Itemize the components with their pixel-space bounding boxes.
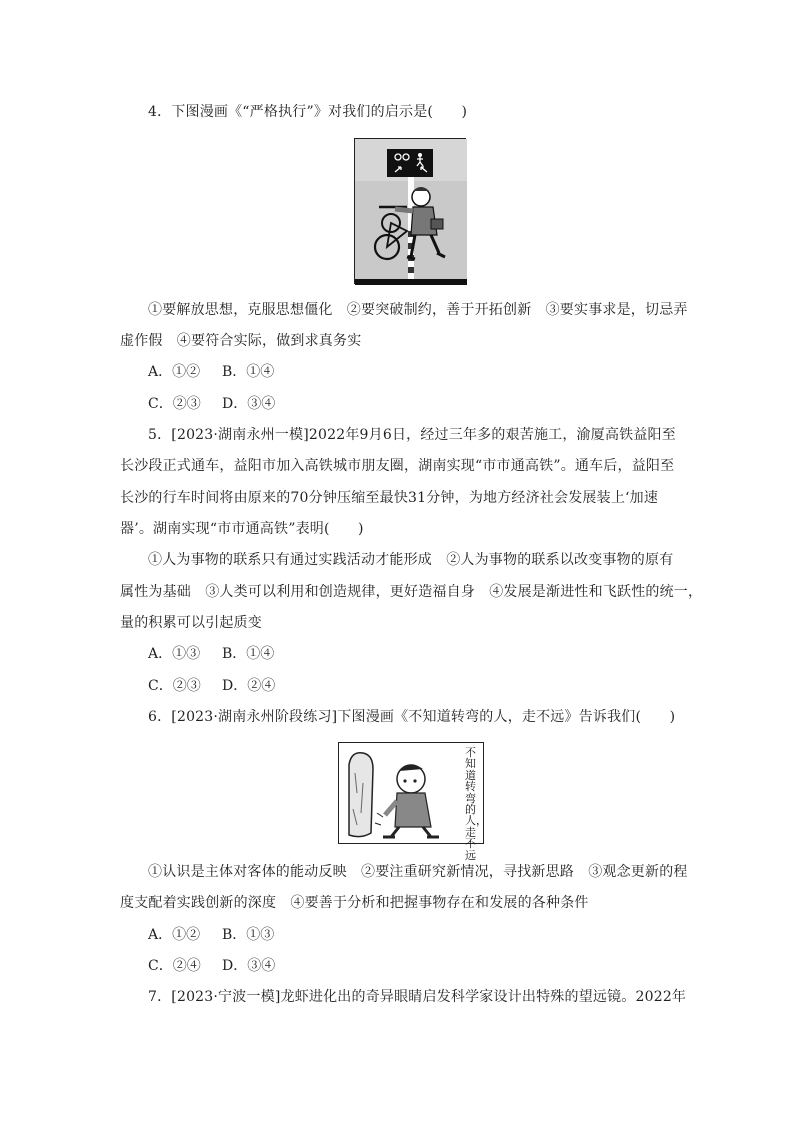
q6-stem: 6．[2023·湖南永州阶段练习]下图漫画《不知道转弯的人，走不远》告诉我们( ) <box>148 709 676 725</box>
q5-option-a[interactable]: A．①③ <box>148 646 201 662</box>
q4-option-a[interactable]: A．①② <box>148 364 201 380</box>
q7-line1: 7．[2023·宁波一模]龙虾进化出的奇异眼睛启发科学家设计出特殊的望远镜。2022年 <box>148 989 687 1005</box>
q4-stem: 4．下图漫画《“严格执行”》对我们的启示是( ) <box>148 104 468 120</box>
q5-option-c[interactable]: C．②③ <box>148 678 201 694</box>
q5-statements-line3: 量的积累可以引起质变 <box>120 615 262 631</box>
q5-line3: 长沙的行车时间将由原来的70分钟压缩至最快31分钟，为地方经济社会发展装上‘加速 <box>120 490 659 506</box>
q4-option-b[interactable]: B．①④ <box>222 364 275 380</box>
q6-cartoon-caption: 不知道转弯的人，走不远 <box>465 746 487 862</box>
q5-statements-line1: ①人为事物的联系只有通过实践活动才能形成 ②人为事物的联系以改变事物的原有 <box>148 552 674 568</box>
bike-cartoon-icon <box>355 139 467 285</box>
q4-option-c[interactable]: C．②③ <box>148 396 201 412</box>
q6-statements-line1: ①认识是主体对客体的能动反映 ②要注重研究新情况，寻找新思路 ③观念更新的程 <box>148 864 688 880</box>
q6-option-b[interactable]: B．①③ <box>222 927 275 943</box>
q5-option-d[interactable]: D．②④ <box>222 678 276 694</box>
q6-cartoon-figure <box>338 742 487 862</box>
q5-option-b[interactable]: B．①④ <box>222 646 275 662</box>
q4-statements-line2: 虚作假 ④要符合实际，做到求真务实 <box>120 333 362 349</box>
q4-statements-line1: ①要解放思想，克服思想僵化 ②要突破制约，善于开拓创新 ③要实事求是，切忌弄 <box>148 302 688 318</box>
q6-option-d[interactable]: D．③④ <box>222 958 276 974</box>
q5-line1: 5．[2023·湖南永州一模]2022年9月6日，经过三年多的艰苦施工，渝厦高铁益阳至 <box>148 427 676 443</box>
q5-line4: 器’。湖南实现“市市通高铁”表明( ) <box>120 521 364 537</box>
q4-cartoon-figure <box>354 138 466 284</box>
q5-statements-line2: 属性为基础 ③人类可以利用和创造规律，更好造福自身 ④发展是渐进性和飞跃性的统一， <box>120 584 703 600</box>
walking-man-stone-icon <box>339 743 485 845</box>
q6-option-c[interactable]: C．②④ <box>148 958 201 974</box>
q6-option-a[interactable]: A．①② <box>148 927 201 943</box>
q5-line2: 长沙段正式通车，益阳市加入高铁城市朋友圈，湖南实现“市市通高铁”。通车后，益阳至 <box>120 458 675 474</box>
q4-option-d[interactable]: D．③④ <box>222 396 276 412</box>
q6-statements-line2: 度支配着实践创新的深度 ④要善于分析和把握事物存在和发展的各种条件 <box>120 895 589 911</box>
